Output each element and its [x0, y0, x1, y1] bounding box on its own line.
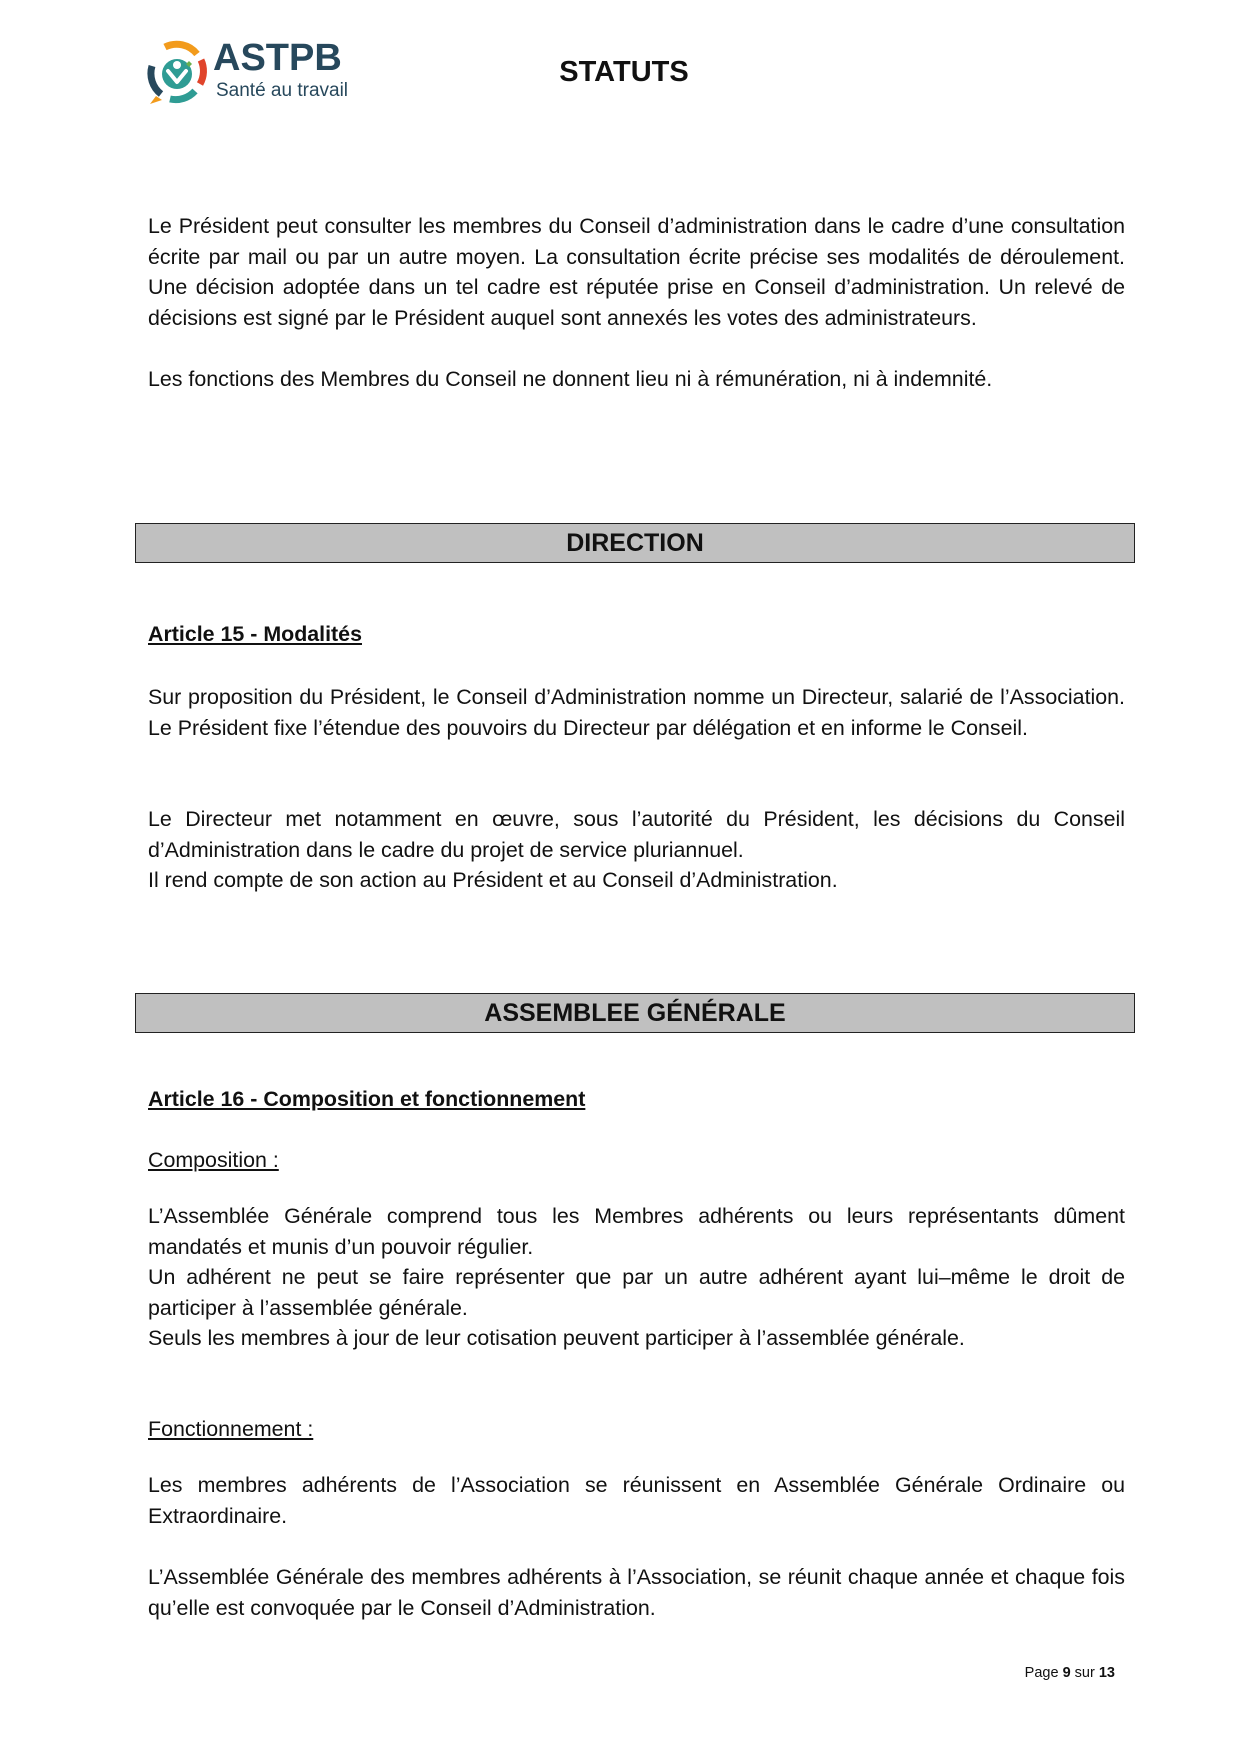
direction-paragraph-1: Sur proposition du Président, le Conseil d’Administration nomme un Directeur, salarié de l’Association. Le Président fixe l’étendue des pouvoirs du Directeur par délégation et en informe le Conseil.: [148, 685, 1125, 740]
fonctionnement-heading: Fonctionnement :: [148, 1417, 314, 1441]
composition-heading: Composition :: [148, 1148, 279, 1172]
page-number: [1025, 1665, 1115, 1681]
page-current: 9: [1062, 1665, 1071, 1681]
composition-line: Seuls les membres à jour de leur cotisation peuvent participer à l’assemblée générale.: [148, 1326, 965, 1350]
article-15-heading: Article 15 - Modalités: [148, 622, 362, 646]
logo-wordmark: ASTPB: [213, 40, 342, 79]
page-of-label: sur: [1074, 1665, 1095, 1681]
direction-paragraph-2: Le Directeur met notamment en œuvre, sous l’autorité du Président, les décisions du Conseil d’Administration dans le cadre du projet de service pluriannuel.: [148, 807, 1125, 862]
intro-paragraph: Le Président peut consulter les membres du Conseil d’administration dans le cadre d’une consultation écrite par mail ou par un autre moyen. La consultation écrite précise ses modalités de déroulement. Une décision adoptée dans un tel cadre est réputée prise en Conseil d’administration. Un relevé de décisions est signé par le Président auquel sont annexés les votes des administrateurs.: [148, 214, 1125, 330]
composition-paragraph-1: L’Assemblée Générale comprend tous les Membres adhérents ou leurs représentants dûment mandatés et munis d’un pouvoir régulier.: [148, 1204, 1125, 1259]
page-total: 13: [1098, 1665, 1115, 1681]
section-bar-assemblee: ASSEMBLEE GÉNÉRALE: [135, 993, 1135, 1033]
logo-tagline: Santé au travail: [216, 80, 349, 101]
intro-line: Les fonctions des Membres du Conseil ne donnent lieu ni à rémunération, ni à indemnité.: [148, 367, 993, 391]
direction-line: Il rend compte de son action au Président et au Conseil d’Administration.: [148, 868, 838, 892]
document-title: STATUTS: [559, 56, 689, 88]
article-16-heading: Article 16 - Composition et fonctionnement: [148, 1087, 586, 1111]
fonctionnement-paragraph-1: Les membres adhérents de l’Association se réunissent en Assemblée Générale Ordinaire ou Extraordinaire.: [148, 1473, 1125, 1528]
page-label: Page: [1024, 1665, 1059, 1681]
composition-paragraph-2: Un adhérent ne peut se faire représenter que par un autre adhérent ayant lui–même le droit de participer à l’assemblée générale.: [148, 1265, 1125, 1320]
fonctionnement-paragraph-2: L’Assemblée Générale des membres adhérents à l’Association, se réunit chaque année et chaque fois qu’elle est convoquée par le Conseil d’Administration.: [148, 1565, 1125, 1620]
section-bar-direction: DIRECTION: [135, 523, 1135, 563]
